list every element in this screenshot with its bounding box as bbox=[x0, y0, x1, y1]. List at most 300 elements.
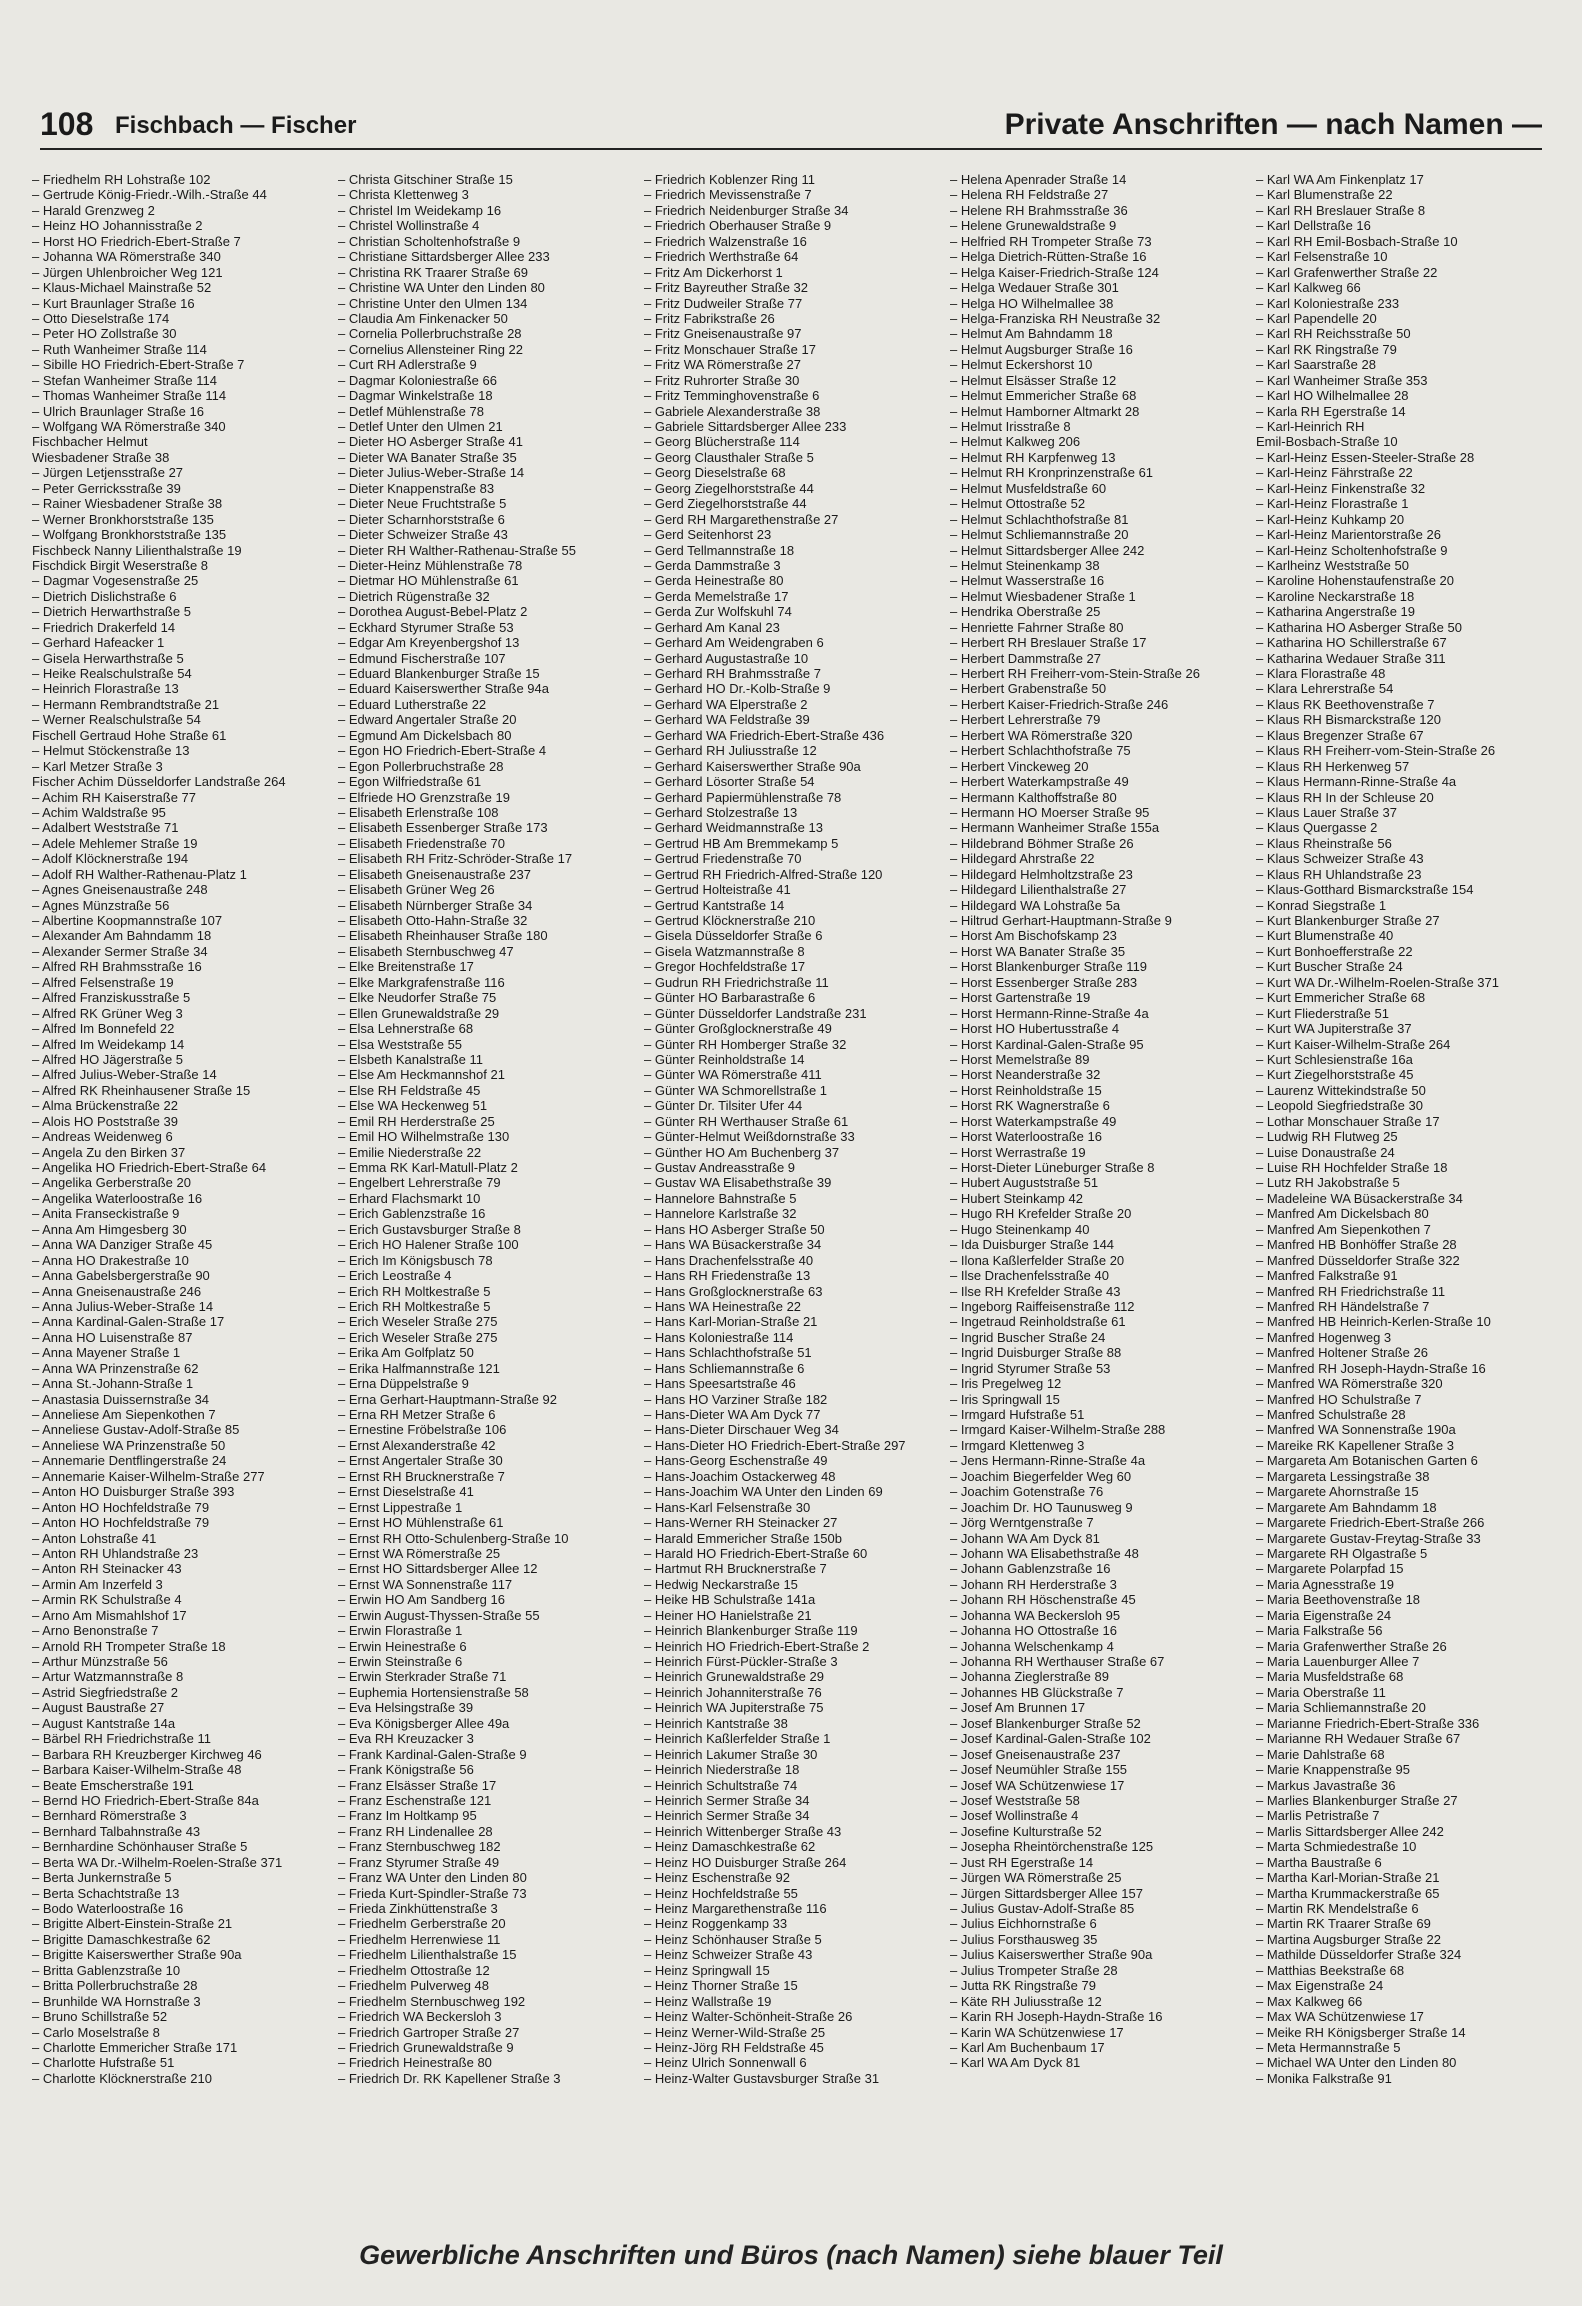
directory-entry: – Ernst Angertaler Straße 30 bbox=[338, 1453, 503, 1469]
directory-entry: – Franz WA Unter den Linden 80 bbox=[338, 1870, 527, 1886]
directory-entry: – Gerda Zur Wolfskuhl 74 bbox=[644, 604, 792, 620]
directory-entry: – Johanna WA Römerstraße 340 bbox=[32, 249, 221, 265]
directory-entry: – Katharina HO Asberger Straße 50 bbox=[1256, 619, 1462, 635]
directory-entry: – Alma Brückenstraße 22 bbox=[32, 1098, 178, 1114]
directory-entry: – Hans HO Asberger Straße 50 bbox=[644, 1221, 825, 1237]
directory-entry: – Friedrich WA Beckersloh 3 bbox=[338, 2009, 502, 2025]
directory-entry: – Henriette Fahrner Straße 80 bbox=[950, 619, 1124, 635]
directory-entry: – Helmut Sittardsberger Allee 242 bbox=[950, 542, 1145, 558]
directory-entry: – Gertrud Holteistraße 41 bbox=[644, 882, 791, 898]
directory-entry: – Eduard Lutherstraße 22 bbox=[338, 696, 487, 712]
directory-entry: – Helmut Kalkweg 206 bbox=[950, 434, 1081, 450]
directory-entry: – Max Kalkweg 66 bbox=[1256, 1993, 1363, 2009]
directory-entry: – Ruth Wanheimer Straße 114 bbox=[32, 341, 207, 357]
directory-entry: – Ernst RH Otto-Schulenberg-Straße 10 bbox=[338, 1530, 569, 1546]
directory-entry: – Otto Dieselstraße 174 bbox=[32, 310, 170, 326]
directory-entry: – Manfred RH Joseph-Haydn-Straße 16 bbox=[1256, 1360, 1486, 1376]
directory-entry: – Irmgard Kaiser-Wilhelm-Straße 288 bbox=[950, 1422, 1166, 1438]
directory-entry: – Kurt Blankenburger Straße 27 bbox=[1256, 913, 1440, 928]
directory-entry: – Margarete Polarpfad 15 bbox=[1256, 1561, 1404, 1577]
directory-entry: – Friedrich Heinestraße 80 bbox=[338, 2055, 492, 2071]
directory-entry: – Anton HO Duisburger Straße 393 bbox=[32, 1484, 235, 1500]
directory-entry: – Irmgard Klettenweg 3 bbox=[950, 1437, 1085, 1453]
directory-entry: – Wolfgang WA Römerstraße 340 bbox=[32, 419, 226, 434]
directory-entry: – Helmut Musfeldstraße 60 bbox=[950, 480, 1107, 496]
directory-entry: – Martha Krummackerstraße 65 bbox=[1256, 1885, 1440, 1901]
directory-entry: – Dietrich Dislichstraße 6 bbox=[32, 588, 177, 604]
directory-entry: – Gertrud Klöcknerstraße 210 bbox=[644, 913, 816, 928]
directory-entry: – Horst Memelstraße 89 bbox=[950, 1051, 1090, 1067]
directory-entry: – Just RH Egerstraße 14 bbox=[950, 1854, 1094, 1870]
directory-entry: – Elsa Lehnerstraße 68 bbox=[338, 1021, 474, 1037]
directory-entry: – Hans RH Friedenstraße 13 bbox=[644, 1268, 811, 1284]
directory-entry: – Ludwig RH Flutweg 25 bbox=[1256, 1129, 1398, 1145]
directory-entry: Fischdick Birgit Weserstraße 8 bbox=[32, 557, 209, 573]
directory-entry: – Elsa Weststraße 55 bbox=[338, 1036, 463, 1052]
directory-entry: – Anita Franseckistraße 9 bbox=[32, 1206, 180, 1222]
directory-entry: – Hannelore Karlstraße 32 bbox=[644, 1206, 797, 1222]
directory-entry: – Elisabeth RH Fritz-Schröder-Straße 17 bbox=[338, 851, 573, 867]
directory-entry: – Friedhelm RH Lohstraße 102 bbox=[32, 172, 211, 187]
directory-entry: – Dagmar Koloniestraße 66 bbox=[338, 372, 497, 388]
directory-entry: – Herbert RH Breslauer Straße 17 bbox=[950, 635, 1147, 651]
directory-entry: – Heinrich Schultstraße 74 bbox=[644, 1777, 798, 1793]
directory-entry: – Jürgen WA Römerstraße 25 bbox=[950, 1870, 1122, 1886]
directory-entry: – Gertrud Kantstraße 14 bbox=[644, 897, 785, 913]
directory-entry: – Charlotte Emmericher Straße 171 bbox=[32, 2039, 238, 2055]
directory-entry: – Alfred Im Bonnefeld 22 bbox=[32, 1021, 175, 1037]
directory-entry: – Maria Oberstraße 11 bbox=[1256, 1684, 1386, 1700]
directory-entry: – Franz Elsässer Straße 17 bbox=[338, 1777, 497, 1793]
directory-entry: – Anna Kardinal-Galen-Straße 17 bbox=[32, 1314, 225, 1330]
directory-entry: – Anton Lohstraße 41 bbox=[32, 1530, 157, 1546]
directory-entry: – Jürgen Uhlenbroicher Weg 121 bbox=[32, 264, 223, 280]
directory-entry: – Hildebrand Böhmer Straße 26 bbox=[950, 835, 1134, 851]
directory-entry: – Klaus RH In der Schleuse 20 bbox=[1256, 789, 1434, 805]
directory-entry: – Dieter HO Asberger Straße 41 bbox=[338, 434, 523, 450]
directory-entry: – Alfred Felsenstraße 19 bbox=[32, 974, 174, 990]
directory-entry: – Herbert Grabenstraße 50 bbox=[950, 681, 1107, 697]
directory-entry: – Charlotte Klöcknerstraße 210 bbox=[32, 2070, 212, 2086]
directory-entry: – Brunhilde WA Hornstraße 3 bbox=[32, 1993, 201, 2009]
directory-entry: – Frieda Kurt-Spindler-Straße 73 bbox=[338, 1885, 527, 1901]
directory-entry: – Horst-Dieter Lüneburger Straße 8 bbox=[950, 1160, 1155, 1175]
directory-entry: – Elfriede HO Grenzstraße 19 bbox=[338, 789, 510, 805]
directory-entry: – Maria Lauenburger Allee 7 bbox=[1256, 1654, 1420, 1669]
directory-entry: – Edmund Fischerstraße 107 bbox=[338, 650, 506, 666]
directory-entry: Fischell Gertraud Hohe Straße 61 bbox=[32, 727, 227, 743]
directory-entry: – Heinrich Blankenburger Straße 119 bbox=[644, 1623, 858, 1639]
directory-entry: – Hans Schliemannstraße 6 bbox=[644, 1360, 805, 1376]
directory-entry: – Konrad Siegstraße 1 bbox=[1256, 897, 1387, 913]
directory-entry: – Johann RH Höschenstraße 45 bbox=[950, 1592, 1136, 1608]
directory-entry: – Georg Ziegelhorststraße 44 bbox=[644, 480, 814, 496]
directory-entry: – Heinz Wallstraße 19 bbox=[644, 1993, 772, 2009]
directory-entry: – Elisabeth Friedenstraße 70 bbox=[338, 835, 505, 851]
directory-entry: – Britta Pollerbruchstraße 28 bbox=[32, 1978, 198, 1994]
directory-entry: – Günter-Helmut Weißdornstraße 33 bbox=[644, 1129, 855, 1145]
directory-entry: – Egmund Am Dickelsbach 80 bbox=[338, 727, 512, 743]
directory-entry: – Hildegard Lilienthalstraße 27 bbox=[950, 882, 1127, 898]
directory-entry: – Hermann Kalthoffstraße 80 bbox=[950, 789, 1117, 805]
directory-entry: – Harald Grenzweg 2 bbox=[32, 202, 155, 218]
directory-entry: – Karl-Heinz Marientorstraße 26 bbox=[1256, 527, 1441, 543]
directory-entry: Emil-Bosbach-Straße 10 bbox=[1256, 434, 1398, 450]
directory-entry: – Kurt Fliederstraße 51 bbox=[1256, 1005, 1389, 1021]
directory-entry: – Horst Gartenstraße 19 bbox=[950, 990, 1091, 1006]
directory-entry: – Hildegard Ahrstraße 22 bbox=[950, 851, 1095, 867]
column-4 bbox=[948, 172, 1254, 2202]
directory-entry: – Johann WA Elisabethstraße 48 bbox=[950, 1545, 1139, 1561]
directory-entry: – Karl Am Buchenbaum 17 bbox=[950, 2039, 1105, 2055]
directory-entry: – Karl RH Breslauer Straße 8 bbox=[1256, 202, 1426, 218]
directory-entry: – Heike Realschulstraße 54 bbox=[32, 666, 192, 681]
directory-entry: – Hubert Auguststraße 51 bbox=[950, 1175, 1099, 1191]
directory-entry: – Hugo Steinenkamp 40 bbox=[950, 1221, 1090, 1237]
directory-entry: – Cornelia Pollerbruchstraße 28 bbox=[338, 326, 522, 342]
directory-entry: – Irmgard Hufstraße 51 bbox=[950, 1407, 1085, 1422]
directory-entry: – Erwin August-Thyssen-Straße 55 bbox=[338, 1607, 540, 1623]
directory-entry: – Karl-Heinz Essen-Steeler-Straße 28 bbox=[1256, 449, 1475, 465]
directory-entry: – Marlis Petristraße 7 bbox=[1256, 1808, 1380, 1824]
directory-entry: – Egon HO Friedrich-Ebert-Straße 4 bbox=[338, 743, 547, 759]
directory-entry: – Ernst HO Mühlenstraße 61 bbox=[338, 1515, 504, 1531]
directory-entry: – Hedwig Neckarstraße 15 bbox=[644, 1576, 798, 1592]
directory-entry: – Gertrud RH Friedrich-Alfred-Straße 120 bbox=[644, 866, 883, 882]
directory-entry: – Friedrich Gartroper Straße 27 bbox=[338, 2024, 520, 2040]
directory-entry: – Gerhard Am Weidengraben 6 bbox=[644, 635, 824, 651]
directory-entry: – Sibille HO Friedrich-Ebert-Straße 7 bbox=[32, 357, 245, 373]
directory-entry: – Helga HO Wilhelmallee 38 bbox=[950, 295, 1114, 311]
directory-entry: – Egon Wilfriedstraße 61 bbox=[338, 774, 482, 790]
directory-entry: – Jutta RK Ringstraße 79 bbox=[950, 1978, 1096, 1994]
directory-entry: – Johann Gablenzstraße 16 bbox=[950, 1561, 1111, 1577]
directory-entry: – Erna Düppelstraße 9 bbox=[338, 1376, 469, 1392]
directory-entry: – Martina Augsburger Straße 22 bbox=[1256, 1931, 1441, 1947]
directory-entry: – Hubert Steinkamp 42 bbox=[950, 1190, 1083, 1206]
directory-entry: – Helmut Steinenkamp 38 bbox=[950, 557, 1100, 573]
directory-entry: – Marie Knappenstraße 95 bbox=[1256, 1762, 1410, 1778]
directory-entry: – Hans Karl-Morian-Straße 21 bbox=[644, 1314, 818, 1330]
directory-entry: – Gisela Watzmannstraße 8 bbox=[644, 943, 805, 959]
directory-entry: – Dieter Knappenstraße 83 bbox=[338, 480, 495, 496]
directory-entry: – Katharina Angerstraße 19 bbox=[1256, 604, 1415, 620]
directory-entry: – Kurt WA Dr.-Wilhelm-Roelen-Straße 371 bbox=[1256, 974, 1499, 990]
directory-entry: – Katharina HO Schillerstraße 67 bbox=[1256, 635, 1447, 651]
directory-entry: – Gisela Düsseldorfer Straße 6 bbox=[644, 928, 823, 944]
directory-entry: – Klara Lehrerstraße 54 bbox=[1256, 681, 1394, 697]
directory-entry: – Euphemia Hortensienstraße 58 bbox=[338, 1684, 529, 1700]
directory-entry: – Kurt Bonhoefferstraße 22 bbox=[1256, 943, 1413, 959]
directory-entry: – Eckhard Styrumer Straße 53 bbox=[338, 619, 514, 635]
directory-entry: – Karl-Heinz Finkenstraße 32 bbox=[1256, 480, 1426, 496]
directory-entry: – Günter RH Homberger Straße 32 bbox=[644, 1036, 847, 1052]
directory-entry: – Else RH Feldstraße 45 bbox=[338, 1082, 481, 1098]
directory-entry: – Kurt Emmericher Straße 68 bbox=[1256, 990, 1426, 1006]
directory-entry: – Friedrich Walzenstraße 16 bbox=[644, 233, 807, 249]
directory-entry: – Heinrich Lakumer Straße 30 bbox=[644, 1746, 818, 1762]
directory-entry: – Heinrich HO Friedrich-Ebert-Straße 2 bbox=[644, 1638, 870, 1654]
directory-entry: – Johanna WA Beckersloh 95 bbox=[950, 1607, 1121, 1623]
directory-entry: – Hans Koloniestraße 114 bbox=[644, 1329, 794, 1345]
directory-entry: – Lutz RH Jakobstraße 5 bbox=[1256, 1175, 1400, 1191]
directory-entry: – Gerhard Weidmannstraße 13 bbox=[644, 820, 823, 836]
directory-entry: – Agnes Gneisenaustraße 248 bbox=[32, 882, 208, 898]
directory-entry: – Laurenz Wittekindstraße 50 bbox=[1256, 1082, 1426, 1098]
directory-entry: Fischer Achim Düsseldorfer Landstraße 264 bbox=[32, 774, 286, 790]
directory-entry: – Hans Großglocknerstraße 63 bbox=[644, 1283, 823, 1299]
directory-entry: – Anastasia Duissernstraße 34 bbox=[32, 1391, 210, 1407]
directory-entry: – Hartmut RH Brucknerstraße 7 bbox=[644, 1561, 827, 1577]
directory-entry: Wiesbadener Straße 38 bbox=[32, 449, 170, 465]
directory-entry: – Luise RH Hochfelder Straße 18 bbox=[1256, 1160, 1448, 1175]
directory-entry: – Marlies Blankenburger Straße 27 bbox=[1256, 1792, 1458, 1808]
directory-entry: – Dieter WA Banater Straße 35 bbox=[338, 449, 517, 465]
directory-entry: – Herbert Kaiser-Friedrich-Straße 246 bbox=[950, 696, 1169, 712]
directory-entry: – Johannes HB Glückstraße 7 bbox=[950, 1684, 1124, 1700]
directory-entry: – Herbert Schlachthofstraße 75 bbox=[950, 743, 1131, 759]
directory-entry: – Alexander Sermer Straße 34 bbox=[32, 943, 208, 959]
directory-entry: – Hans-Dieter WA Am Dyck 77 bbox=[644, 1407, 821, 1422]
directory-entry: – Friedrich Dr. RK Kapellener Straße 3 bbox=[338, 2070, 561, 2086]
directory-entry: – Horst Waterloostraße 16 bbox=[950, 1129, 1102, 1145]
directory-entry: – Horst Neanderstraße 32 bbox=[950, 1067, 1101, 1083]
directory-entry: – Friedrich Mevissenstraße 7 bbox=[644, 187, 812, 203]
directory-entry: – Jürgen Letjensstraße 27 bbox=[32, 465, 184, 481]
directory-entry: – Manfred Am Siepenkothen 7 bbox=[1256, 1221, 1431, 1237]
directory-entry: – Friedrich Grunewaldstraße 9 bbox=[338, 2039, 514, 2055]
directory-entry: – Hans WA Heinestraße 22 bbox=[644, 1298, 802, 1314]
directory-entry: – Alfred RH Brahmsstraße 16 bbox=[32, 959, 202, 975]
directory-entry: – Klaus Bregenzer Straße 67 bbox=[1256, 727, 1424, 743]
directory-entry: – Eduard Blankenburger Straße 15 bbox=[338, 666, 540, 681]
directory-entry: – Gerhard RH Juliusstraße 12 bbox=[644, 743, 817, 759]
section-range: Fischbach — Fischer bbox=[115, 112, 357, 139]
directory-entry: – Helmut Stöckenstraße 13 bbox=[32, 743, 190, 759]
directory-entry: – Helmut RH Kronprinzenstraße 61 bbox=[950, 465, 1154, 481]
directory-entry: – Detlef Unter den Ulmen 21 bbox=[338, 419, 503, 434]
directory-entry: – Achim Waldstraße 95 bbox=[32, 804, 166, 820]
directory-entry: – Hans Speesartstraße 46 bbox=[644, 1376, 796, 1392]
directory-entry: – Andreas Weidenweg 6 bbox=[32, 1129, 173, 1145]
directory-entry: – Anneliese Gustav-Adolf-Straße 85 bbox=[32, 1422, 240, 1438]
directory-entry: – Helena RH Feldstraße 27 bbox=[950, 187, 1109, 203]
directory-entry: – Karoline Neckarstraße 18 bbox=[1256, 588, 1415, 604]
directory-entry: – Bernhardine Schönhauser Straße 5 bbox=[32, 1839, 248, 1855]
directory-entry: – Karin WA Schützenwiese 17 bbox=[950, 2024, 1124, 2040]
directory-entry: – Curt RH Adlerstraße 9 bbox=[338, 357, 477, 373]
directory-entry: – Martin RK Mendelstraße 6 bbox=[1256, 1901, 1419, 1916]
directory-entry: – Eva RH Kreuzacker 3 bbox=[338, 1731, 474, 1747]
directory-entry: – Gerhard Augustastraße 10 bbox=[644, 650, 809, 666]
directory-entry: – Adalbert Weststraße 71 bbox=[32, 820, 179, 836]
directory-entry: – Marlis Sittardsberger Allee 242 bbox=[1256, 1823, 1444, 1839]
directory-entry: – Kurt Buscher Straße 24 bbox=[1256, 959, 1403, 975]
directory-entry: – Georg Dieselstraße 68 bbox=[644, 465, 786, 481]
directory-entry: – Julius Eichhornstraße 6 bbox=[950, 1916, 1097, 1932]
directory-entry: – Ernst RH Brucknerstraße 7 bbox=[338, 1468, 505, 1484]
directory-entry: – Helmut Ottostraße 52 bbox=[950, 496, 1086, 512]
directory-entry: – Gudrun RH Friedrichstraße 11 bbox=[644, 974, 829, 990]
directory-entry: – Edgar Am Kreyenbergshof 13 bbox=[338, 635, 520, 651]
directory-entry: – Fritz Ruhrorter Straße 30 bbox=[644, 372, 800, 388]
directory-entry: – Klaus RH Bismarckstraße 120 bbox=[1256, 712, 1441, 728]
directory-entry: – Elisabeth Essenberger Straße 173 bbox=[338, 820, 548, 836]
directory-entry: – Helmut Wiesbadener Straße 1 bbox=[950, 588, 1136, 604]
directory-entry: – Emilie Niederstraße 22 bbox=[338, 1144, 482, 1160]
directory-entry: – Gisela Herwarthstraße 5 bbox=[32, 650, 184, 666]
directory-entry: – Kurt WA Jupiterstraße 37 bbox=[1256, 1021, 1412, 1037]
directory-entry: – Josef Kardinal-Galen-Straße 102 bbox=[950, 1731, 1151, 1747]
directory-entry: – Helena Apenrader Straße 14 bbox=[950, 172, 1127, 187]
directory-entry: – Iris Springwall 15 bbox=[950, 1391, 1060, 1407]
directory-entry: – Christa Klettenweg 3 bbox=[338, 187, 469, 203]
directory-entry: – Karl Grafenwerther Straße 22 bbox=[1256, 264, 1438, 280]
directory-entry: – Arthur Münzstraße 56 bbox=[32, 1654, 168, 1669]
directory-entry: – Herbert WA Römerstraße 320 bbox=[950, 727, 1133, 743]
directory-entry: – Erwin Florastraße 1 bbox=[338, 1623, 463, 1639]
directory-entry: – Helmut Elsässer Straße 12 bbox=[950, 372, 1117, 388]
directory-entry: – Thomas Wanheimer Straße 114 bbox=[32, 388, 227, 404]
directory-entry: – Fritz Monschauer Straße 17 bbox=[644, 341, 816, 357]
directory-entry: – Ernst WA Römerstraße 25 bbox=[338, 1545, 501, 1561]
directory-entry: – Erich Weseler Straße 275 bbox=[338, 1314, 498, 1330]
directory-entry: – Herbert Vinckeweg 20 bbox=[950, 758, 1089, 774]
directory-entry: – Gabriele Alexanderstraße 38 bbox=[644, 403, 821, 419]
directory-entry: – Gerhard WA Friedrich-Ebert-Straße 436 bbox=[644, 727, 885, 743]
directory-entry: – Hans-Georg Eschenstraße 49 bbox=[644, 1453, 828, 1469]
directory-entry: – Manfred Hogenweg 3 bbox=[1256, 1329, 1392, 1345]
directory-entry: – Marta Schmiedestraße 10 bbox=[1256, 1839, 1417, 1855]
directory-entry: – Heinz Damaschkestraße 62 bbox=[644, 1839, 816, 1855]
directory-entry: – Frieda Zinkhüttenstraße 3 bbox=[338, 1901, 498, 1916]
directory-entry: – Julius Forsthausweg 35 bbox=[950, 1931, 1098, 1947]
directory-entry: – Leopold Siegfriedstraße 30 bbox=[1256, 1098, 1423, 1114]
directory-entry: – Angela Zu den Birken 37 bbox=[32, 1144, 186, 1160]
directory-entry: – Heinrich Kaßlerfelder Straße 1 bbox=[644, 1731, 831, 1747]
directory-entry: – Maria Falkstraße 56 bbox=[1256, 1623, 1383, 1639]
directory-entry: – Matthias Beekstraße 68 bbox=[1256, 1962, 1405, 1978]
directory-entry: – Elke Markgrafenstraße 116 bbox=[338, 974, 505, 990]
directory-entry: – Hannelore Bahnstraße 5 bbox=[644, 1190, 797, 1206]
directory-entry: – Hans-Werner RH Steinacker 27 bbox=[644, 1515, 838, 1531]
directory-entry: – Erhard Flachsmarkt 10 bbox=[338, 1190, 481, 1206]
directory-entry: – Gerda Dammstraße 3 bbox=[644, 557, 781, 573]
directory-entry: – Friedhelm Sternbuschweg 192 bbox=[338, 1993, 526, 2009]
directory-entry: – Karl RK Ringstraße 79 bbox=[1256, 341, 1397, 357]
directory-entry: – Manfred HB Bonhöffer Straße 28 bbox=[1256, 1237, 1457, 1253]
directory-entry: – Marianne RH Wedauer Straße 67 bbox=[1256, 1731, 1461, 1747]
directory-entry: – Alexander Am Bahndamm 18 bbox=[32, 928, 212, 944]
directory-columns bbox=[30, 172, 1560, 2202]
directory-entry: – Gerd Seitenhorst 23 bbox=[644, 527, 772, 543]
directory-entry: – Alfred RK Rheinhausener Straße 15 bbox=[32, 1082, 251, 1098]
directory-entry: – Luise Donaustraße 24 bbox=[1256, 1144, 1395, 1160]
directory-entry: – Elisabeth Sternbuschweg 47 bbox=[338, 943, 514, 959]
directory-entry: – Herbert Dammstraße 27 bbox=[950, 650, 1101, 666]
directory-entry: – Katharina Wedauer Straße 311 bbox=[1256, 650, 1446, 666]
directory-entry: – Friedrich Neidenburger Straße 34 bbox=[644, 202, 849, 218]
directory-entry: – Friedhelm Ottostraße 12 bbox=[338, 1962, 490, 1978]
directory-entry: – Helmut Hamborner Altmarkt 28 bbox=[950, 403, 1140, 419]
directory-entry: – Ingrid Duisburger Straße 88 bbox=[950, 1345, 1122, 1361]
directory-entry: – Manfred HB Heinrich-Kerlen-Straße 10 bbox=[1256, 1314, 1491, 1330]
directory-entry: – Bernd HO Friedrich-Ebert-Straße 84a bbox=[32, 1792, 259, 1808]
directory-entry: – Karl Felsenstraße 10 bbox=[1256, 249, 1388, 265]
directory-entry: – Heinz Werner-Wild-Straße 25 bbox=[644, 2024, 826, 2040]
directory-entry: – Johanna Zieglerstraße 89 bbox=[950, 1669, 1109, 1685]
directory-entry: – Ilona Kaßlerfelder Straße 20 bbox=[950, 1252, 1125, 1268]
directory-entry: – Erna RH Metzer Straße 6 bbox=[338, 1407, 496, 1422]
directory-entry: – Erich Weseler Straße 275 bbox=[338, 1329, 498, 1345]
directory-entry: – Helmut RH Karpfenweg 13 bbox=[950, 449, 1116, 465]
directory-entry: – Dietmar HO Mühlenstraße 61 bbox=[338, 573, 519, 589]
directory-entry: – Heinrich Niederstraße 18 bbox=[644, 1762, 800, 1778]
directory-entry: – Charlotte Hufstraße 51 bbox=[32, 2055, 175, 2071]
directory-entry: – Fritz Fabrikstraße 26 bbox=[644, 310, 775, 326]
directory-entry: – Horst Am Bischofskamp 23 bbox=[950, 928, 1117, 944]
directory-entry: – August Baustraße 27 bbox=[32, 1700, 165, 1716]
directory-entry: – Klaus-Michael Mainstraße 52 bbox=[32, 280, 212, 296]
directory-entry: – Beate Emscherstraße 191 bbox=[32, 1777, 194, 1793]
directory-entry: – Helfried RH Trompeter Straße 73 bbox=[950, 233, 1152, 249]
directory-entry: – Christian Scholtenhofstraße 9 bbox=[338, 233, 521, 249]
directory-entry: – Helga Kaiser-Friedrich-Straße 124 bbox=[950, 264, 1159, 280]
directory-entry: – Margarete Ahornstraße 15 bbox=[1256, 1484, 1419, 1500]
directory-entry: – Josef WA Schützenwiese 17 bbox=[950, 1777, 1125, 1793]
directory-entry: – Bruno Schillstraße 52 bbox=[32, 2009, 168, 2025]
directory-entry: – Meta Hermannstraße 5 bbox=[1256, 2039, 1401, 2055]
directory-entry: – Anna Am Himgesberg 30 bbox=[32, 1221, 187, 1237]
directory-entry: – Helmut Augsburger Straße 16 bbox=[950, 341, 1133, 357]
directory-entry: – Hiltrud Gerhart-Hauptmann-Straße 9 bbox=[950, 913, 1172, 928]
directory-entry: – Gabriele Sittardsberger Allee 233 bbox=[644, 419, 847, 434]
directory-entry: – Erich HO Halener Straße 100 bbox=[338, 1237, 519, 1253]
directory-entry: – Friedrich Koblenzer Ring 11 bbox=[644, 172, 816, 187]
directory-entry: – Karl-Heinz Kuhkamp 20 bbox=[1256, 511, 1405, 527]
directory-entry: – Johanna HO Ottostraße 16 bbox=[950, 1623, 1117, 1639]
directory-entry: – Horst HO Hubertusstraße 4 bbox=[950, 1021, 1120, 1037]
directory-entry: – Ernst Dieselstraße 41 bbox=[338, 1484, 474, 1500]
directory-entry: – Friedrich Drakerfeld 14 bbox=[32, 619, 176, 635]
directory-entry: – Horst Reinholdstraße 15 bbox=[950, 1082, 1102, 1098]
directory-entry: – Horst RK Wagnerstraße 6 bbox=[950, 1098, 1110, 1114]
directory-entry: – Heinz Margarethenstraße 116 bbox=[644, 1901, 827, 1916]
directory-entry: – Peter Gerricksstraße 39 bbox=[32, 480, 181, 496]
directory-entry: – Berta Schachtstraße 13 bbox=[32, 1885, 180, 1901]
directory-entry: – Adolf RH Walther-Rathenau-Platz 1 bbox=[32, 866, 247, 882]
directory-entry: – Josef Blankenburger Straße 52 bbox=[950, 1715, 1141, 1731]
directory-entry: – Alfred HO Jägerstraße 5 bbox=[32, 1051, 184, 1067]
directory-entry: – Gerhard Kaiserswerther Straße 90a bbox=[644, 758, 861, 774]
directory-entry: – Helga Wedauer Straße 301 bbox=[950, 280, 1119, 296]
directory-entry: – Arno Am Mismahlshof 17 bbox=[32, 1607, 187, 1623]
directory-entry: – Barbara Kaiser-Wilhelm-Straße 48 bbox=[32, 1762, 242, 1778]
directory-entry: – Heinrich WA Jupiterstraße 75 bbox=[644, 1700, 824, 1716]
directory-entry: – Heinrich Sermer Straße 34 bbox=[644, 1792, 810, 1808]
directory-entry: – Fritz Am Dickerhorst 1 bbox=[644, 264, 783, 280]
directory-entry: – Anna WA Danziger Straße 45 bbox=[32, 1237, 213, 1253]
directory-entry: – Heinz-Jörg RH Feldstraße 45 bbox=[644, 2039, 824, 2055]
directory-entry: – Josef Neumühler Straße 155 bbox=[950, 1762, 1128, 1778]
directory-entry: – Kurt Braunlager Straße 16 bbox=[32, 295, 195, 311]
directory-entry: – Gerd RH Margarethenstraße 27 bbox=[644, 511, 839, 527]
directory-entry: – Klaus-Gotthard Bismarckstraße 154 bbox=[1256, 882, 1474, 898]
directory-entry: – Horst Essenberger Straße 283 bbox=[950, 974, 1138, 990]
directory-entry: – Maria Grafenwerther Straße 26 bbox=[1256, 1638, 1447, 1654]
directory-entry: – Hans-Dieter HO Friedrich-Ebert-Straße 297 bbox=[644, 1437, 906, 1453]
directory-entry: – Arno Benonstraße 7 bbox=[32, 1623, 159, 1639]
